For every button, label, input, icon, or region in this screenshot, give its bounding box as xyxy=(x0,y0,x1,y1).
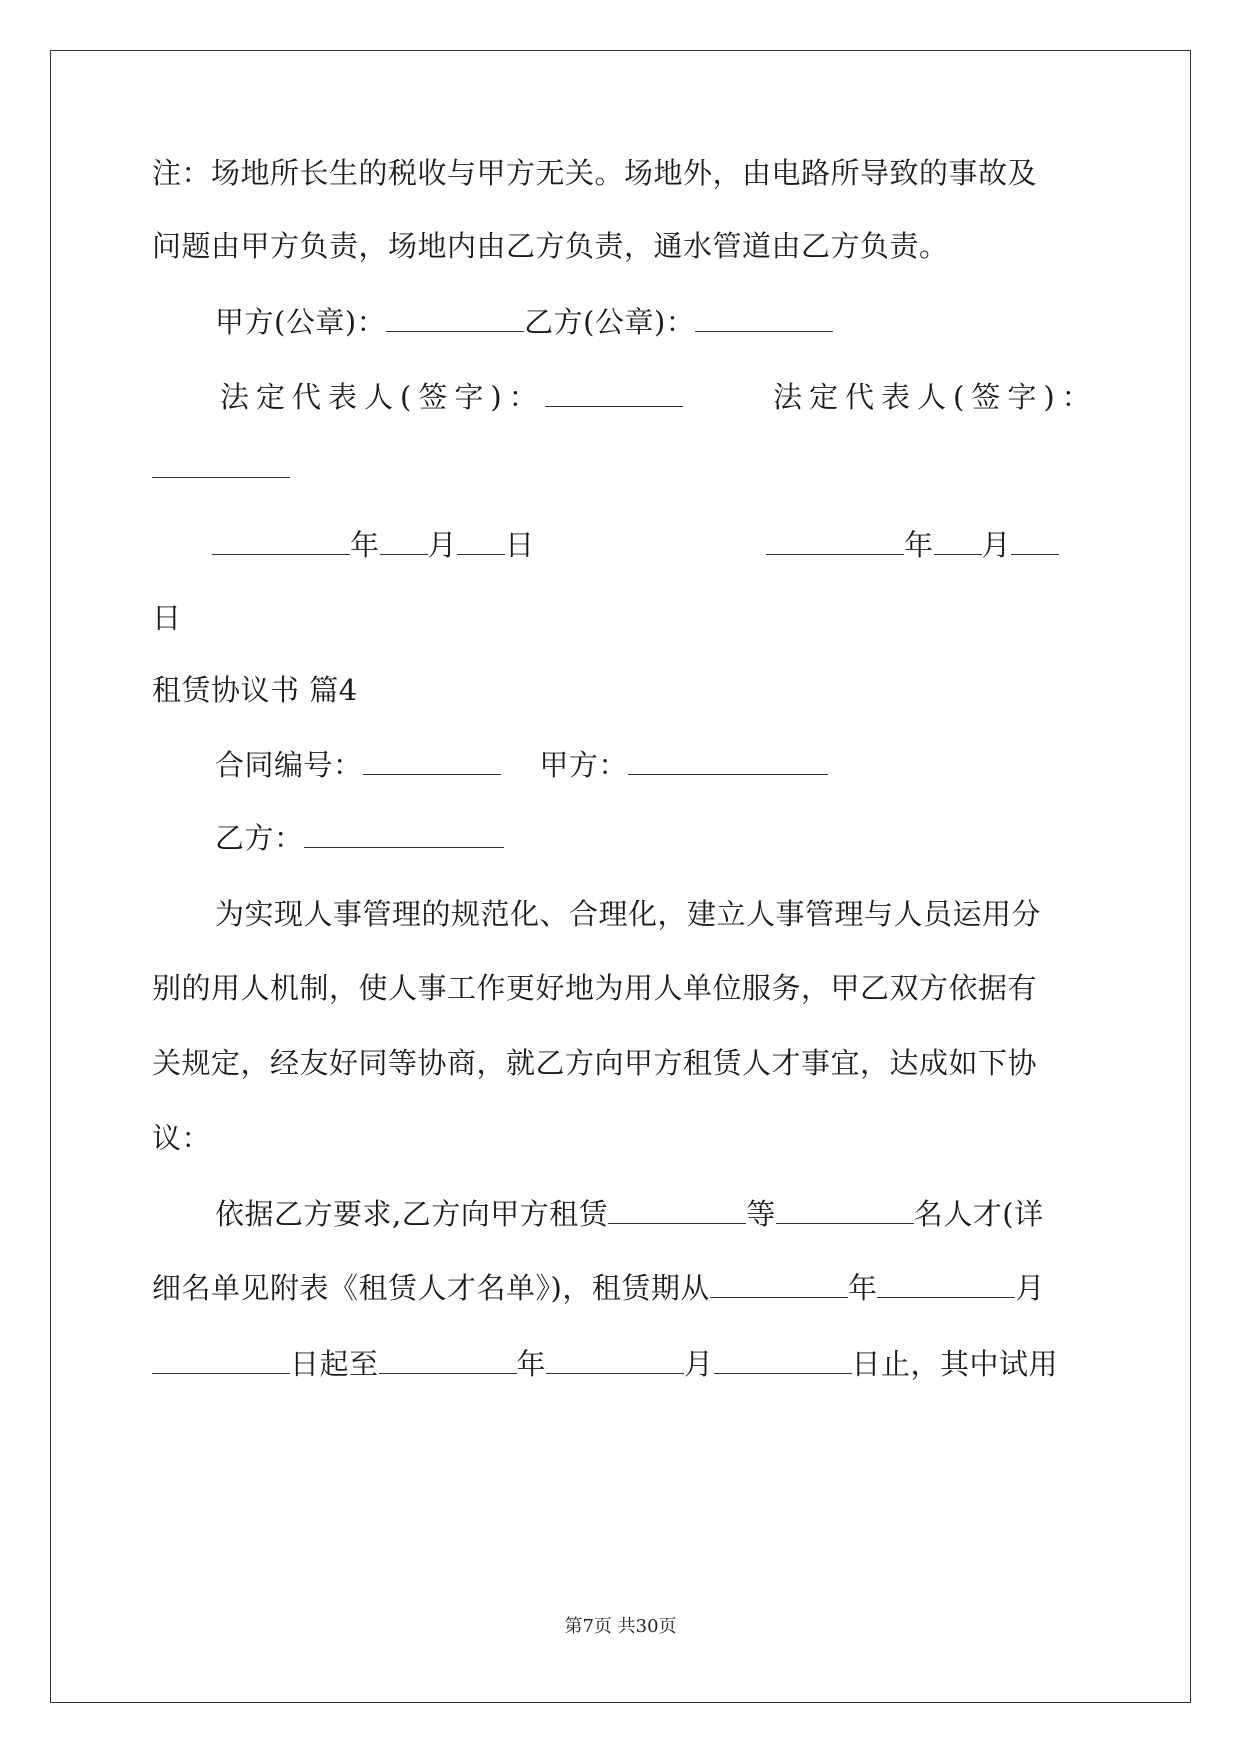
lease-item-blank[interactable] xyxy=(608,1197,746,1224)
month-label: 月 xyxy=(684,1347,714,1381)
body1-line-1: 为实现人事管理的规范化、合理化，建立人事管理与人员运用分 xyxy=(215,897,1042,931)
date-a-day-blank[interactable] xyxy=(457,528,505,555)
party-a-seal-label: 甲方(公章)： xyxy=(215,305,387,339)
party-b-label: 乙方： xyxy=(215,821,304,855)
lease-count-blank[interactable] xyxy=(776,1197,914,1224)
start-day-blank[interactable] xyxy=(152,1347,290,1374)
body2-text-f: 日止，其中试用 xyxy=(851,1347,1059,1381)
page-footer: 第7页 共30页 xyxy=(564,1616,677,1637)
date-a-month-blank[interactable] xyxy=(380,528,428,555)
legal-rep-b-blank[interactable] xyxy=(152,451,290,478)
body2-text-d: 细名单见附表《租赁人才名单》)，租赁期从 xyxy=(152,1271,710,1305)
body2-text-b: 等 xyxy=(746,1197,776,1231)
date-a-year-blank[interactable] xyxy=(212,528,350,555)
body1-line-4: 议： xyxy=(152,1121,212,1155)
party-a-blank[interactable] xyxy=(628,748,828,775)
start-year-blank[interactable] xyxy=(710,1271,848,1298)
end-year-blank[interactable] xyxy=(379,1347,517,1374)
contract-no-line xyxy=(215,745,828,785)
body2-text-c: 名人才(详 xyxy=(913,1197,1044,1231)
contract-no-label: 合同编号： xyxy=(215,748,363,782)
month-label: 月 xyxy=(427,528,458,562)
body1-line-3: 关规定，经友好同等协商，就乙方向甲方租赁人才事宜，达成如下协 xyxy=(152,1046,1038,1080)
contract-no-blank[interactable] xyxy=(363,748,501,775)
month-label: 月 xyxy=(981,528,1012,562)
legal-rep-b-label: 法定代表人(签字)： xyxy=(773,380,1098,414)
party-b-seal-blank[interactable] xyxy=(695,305,833,332)
party-a-label: 甲方： xyxy=(539,748,628,782)
legal-rep-a-blank[interactable] xyxy=(545,380,683,407)
date-b-line xyxy=(766,525,1059,565)
end-day-blank[interactable] xyxy=(714,1347,852,1374)
seal-line xyxy=(215,302,833,342)
date-b-year-blank[interactable] xyxy=(766,528,904,555)
year-label: 年 xyxy=(847,1271,878,1305)
legal-rep-a-line xyxy=(220,377,683,417)
start-month-blank[interactable] xyxy=(877,1271,1015,1298)
year-label: 年 xyxy=(516,1347,547,1381)
year-label: 年 xyxy=(904,528,934,562)
date-b-day-blank[interactable] xyxy=(1011,528,1059,555)
body2-text-a: 依据乙方要求,乙方向甲方租赁 xyxy=(215,1197,609,1231)
month-label: 月 xyxy=(1015,1271,1045,1305)
end-month-blank[interactable] xyxy=(546,1347,684,1374)
party-b-blank[interactable] xyxy=(304,821,504,848)
party-a-seal-blank[interactable] xyxy=(386,305,524,332)
party-b-seal-label: 乙方(公章)： xyxy=(524,305,696,339)
page-border xyxy=(50,50,1191,1703)
note-line-1: 注：场地所长生的税收与甲方无关。场地外，由电路所导致的事故及 xyxy=(152,156,1038,190)
body2-line-2 xyxy=(152,1268,1045,1308)
day-label: 日 xyxy=(505,528,535,562)
party-b-line xyxy=(215,818,504,858)
legal-rep-b-line xyxy=(152,448,290,488)
body2-text-e: 日起至 xyxy=(290,1347,379,1381)
body1-line-2: 别的用人机制，使人事工作更好地为用人单位服务，甲乙双方依据有 xyxy=(152,971,1038,1005)
date-b-day-label: 日 xyxy=(152,601,182,635)
legal-rep-a-label: 法定代表人(签字)： xyxy=(220,380,545,414)
body2-line-1 xyxy=(215,1194,1044,1234)
body2-line-3 xyxy=(152,1344,1058,1384)
section-title: 租赁协议书 篇4 xyxy=(152,673,358,707)
date-a-line xyxy=(212,525,535,565)
year-label: 年 xyxy=(350,528,380,562)
note-line-2: 问题由甲方负责，场地内由乙方负责，通水管道由乙方负责。 xyxy=(152,229,949,263)
date-b-month-blank[interactable] xyxy=(934,528,982,555)
